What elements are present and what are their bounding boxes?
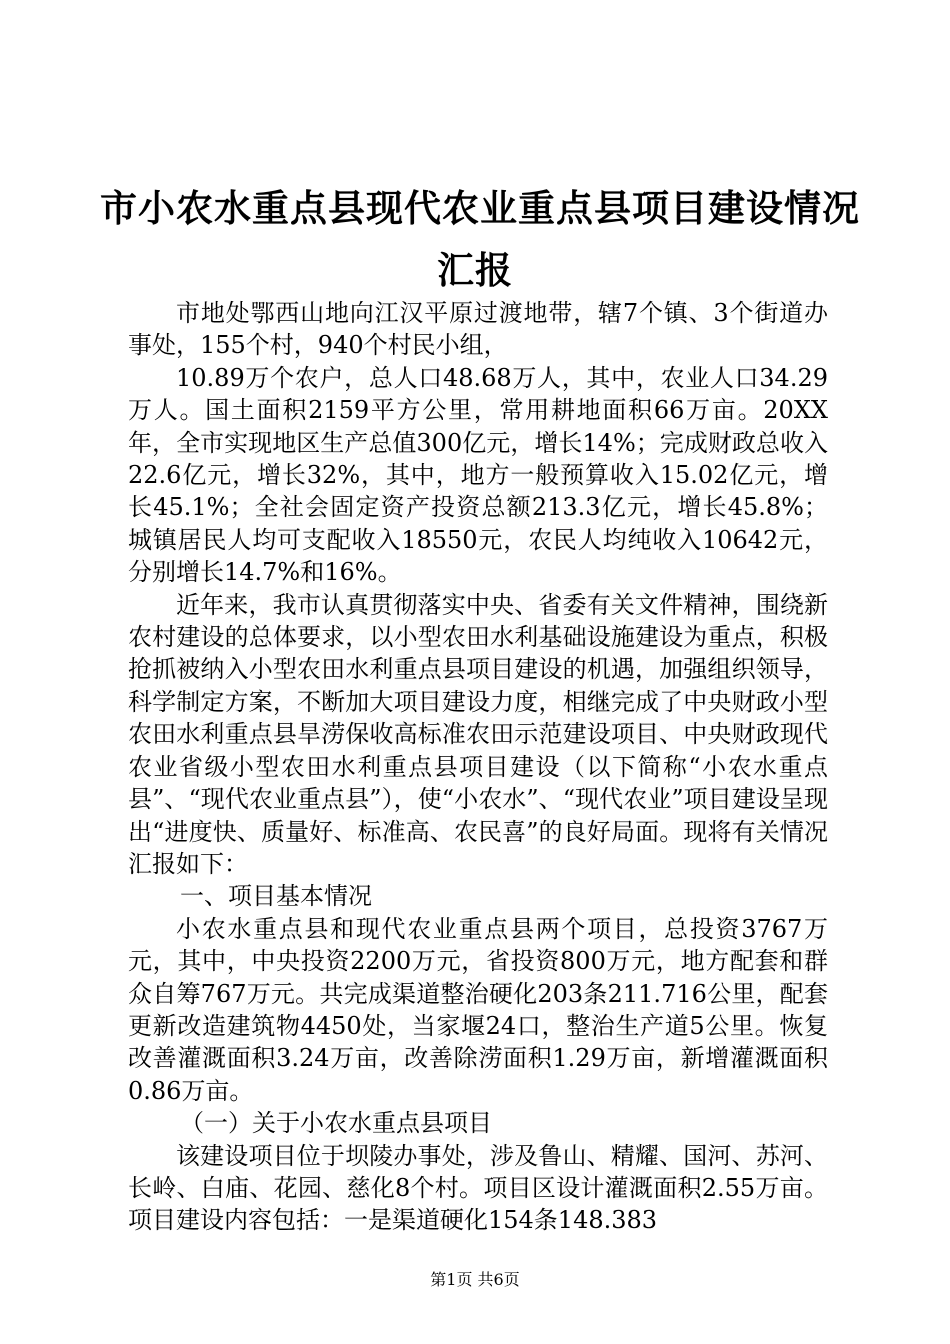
- paragraph-overview: 近年来，我市认真贯彻落实中央、省委有关文件精神，围绕新农村建设的总体要求，以小型农田水利基础设施建设为重点，积极抢抓被纳入小型农田水利重点县项目建设的机遇，加强组织领导，科学制定方案，不断加大项目建设力度，相继完成了中央财政小型农田水利重点县旱涝保收高标准农田示范建设项目、中央财政现代农业省级小型农田水利重点县项目建设（以下简称“小农水重点县”、“现代农业重点县”），使“小农水”、“现代农业”项目建设呈现出“进度快、质量好、标准高、农民喜”的良好局面。现将有关情况汇报如下：: [128, 590, 828, 878]
- paragraph-project-basics: 小农水重点县和现代农业重点县两个项目，总投资3767万元，其中，中央投资2200万元，省投资800万元，地方配套和群众自筹767万元。共完成渠道整治硬化203条211.716公里，配套更新改造建筑物4450处，当家堰24口，整治生产道5公里。恢复改善灌溉面积3.24万亩，改善除涝面积1.29万亩，新增灌溉面积0.86万亩。: [128, 914, 828, 1105]
- paragraph-intro: 市地处鄂西山地向江汉平原过渡地带，辖7个镇、3个街道办事处，155个村，940个村民小组，: [128, 299, 828, 360]
- document-title-line1: 市小农水重点县现代农业重点县项目建设情况: [100, 187, 860, 230]
- paragraph-project-location: 该建设项目位于坝陵办事处，涉及鲁山、精耀、国河、苏河、长岭、白庙、花园、慈化8个村。项目区设计灌溉面积2.55万亩。项目建设内容包括：一是渠道硬化154条148.383: [128, 1141, 828, 1235]
- subsection-heading-1: （一）关于小农水重点县项目: [180, 1109, 492, 1138]
- document-title-line2: 汇报: [437, 249, 513, 292]
- section-heading-1: 一、项目基本情况: [180, 882, 372, 911]
- paragraph-statistics: 10.89万个农户，总人口48.68万人，其中，农业人口34.29万人。国土面积2159平方公里，常用耕地面积66万亩。20XX年，全市实现地区生产总值300亿元，增长14%；完成财政总收入22.6亿元，增长32%，其中，地方一般预算收入15.02亿元，增长45.1%；全社会固定资产投资总额213.3亿元，增长45.8%；城镇居民人均可支配收入18550元，农民人均纯收入10642元，分别增长14.7%和16%。: [128, 363, 828, 587]
- document-body: [128, 297, 828, 1237]
- page-footer: 第1页 共6页: [430, 1270, 520, 1289]
